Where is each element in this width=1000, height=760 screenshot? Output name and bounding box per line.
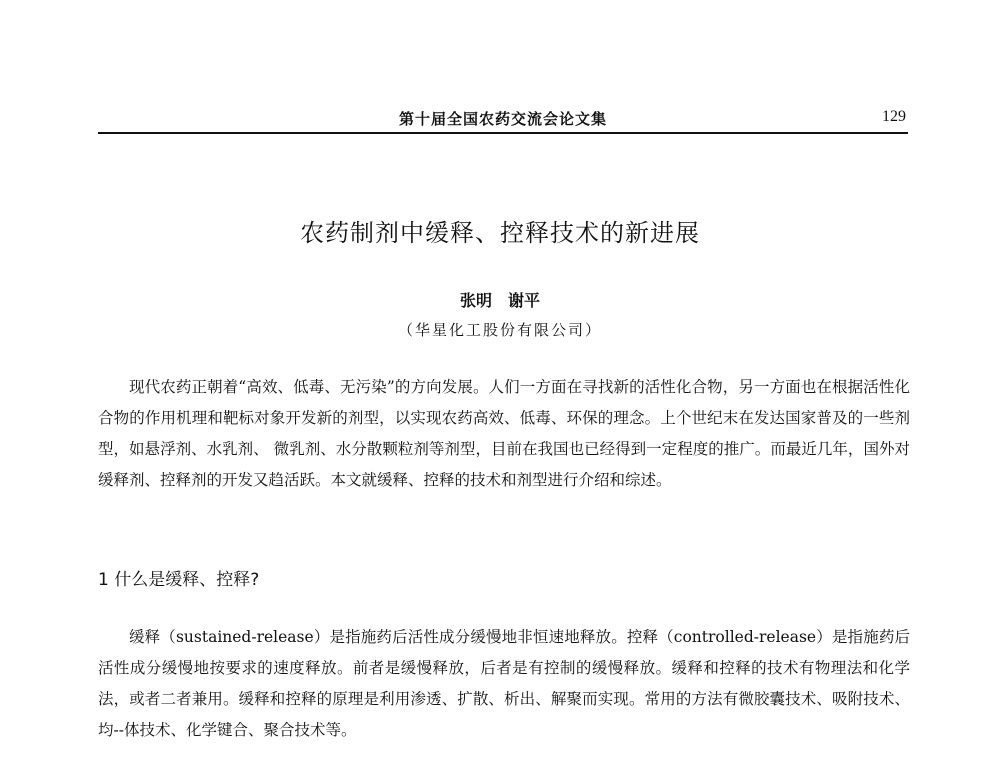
article-title: 农药制剂中缓释、控释技术的新进展 [300, 219, 700, 247]
affiliation: （华星化工股份有限公司） [397, 321, 602, 339]
section-heading: 1 什么是缓释、控释? [98, 570, 260, 590]
section-body-paragraph: 缓释（sustained-release）是指施药后活性成分缓慢地非恒速地释放。控释（controlled-release）是指施药后活性成分缓慢地按要求的速度释放。前者是缓慢释放，后者是有控制的缓慢释放。缓释和控释的技术有物理法和化学法，或者二者兼用。缓释和控释的原理是利用渗透、扩散、析出、解聚而实现。常用的方法有微胶囊技术、吸附技术、均--体技术、化学键合、聚合技术等。 [98, 628, 910, 739]
journal-title: 第十届全国农药交流会论文集 [398, 110, 607, 128]
abstract-paragraph: 现代农药正朝着“高效、低毒、无污染”的方向发展。人们一方面在寻找新的活性化合物，另一方面也在根据活性化合物的作用机理和靶标对象开发新的剂型，以实现农药高效、低毒、环保的理念。上个世纪末在发达国家普及的一些剂型，如悬浮剂、水乳剂、 微乳剂、水分散颗粒剂等剂型，目前在我国也已经得到一定程度的推广。而最近几年，国外对缓释剂、控释剂的开发又趋活跃。本文就缓释、控释的技术和剂型进行介绍和综述。 [98, 378, 910, 489]
page-number: 129 [882, 108, 906, 125]
running-header [98, 108, 908, 134]
authors: 张明 谢平 [459, 291, 540, 310]
